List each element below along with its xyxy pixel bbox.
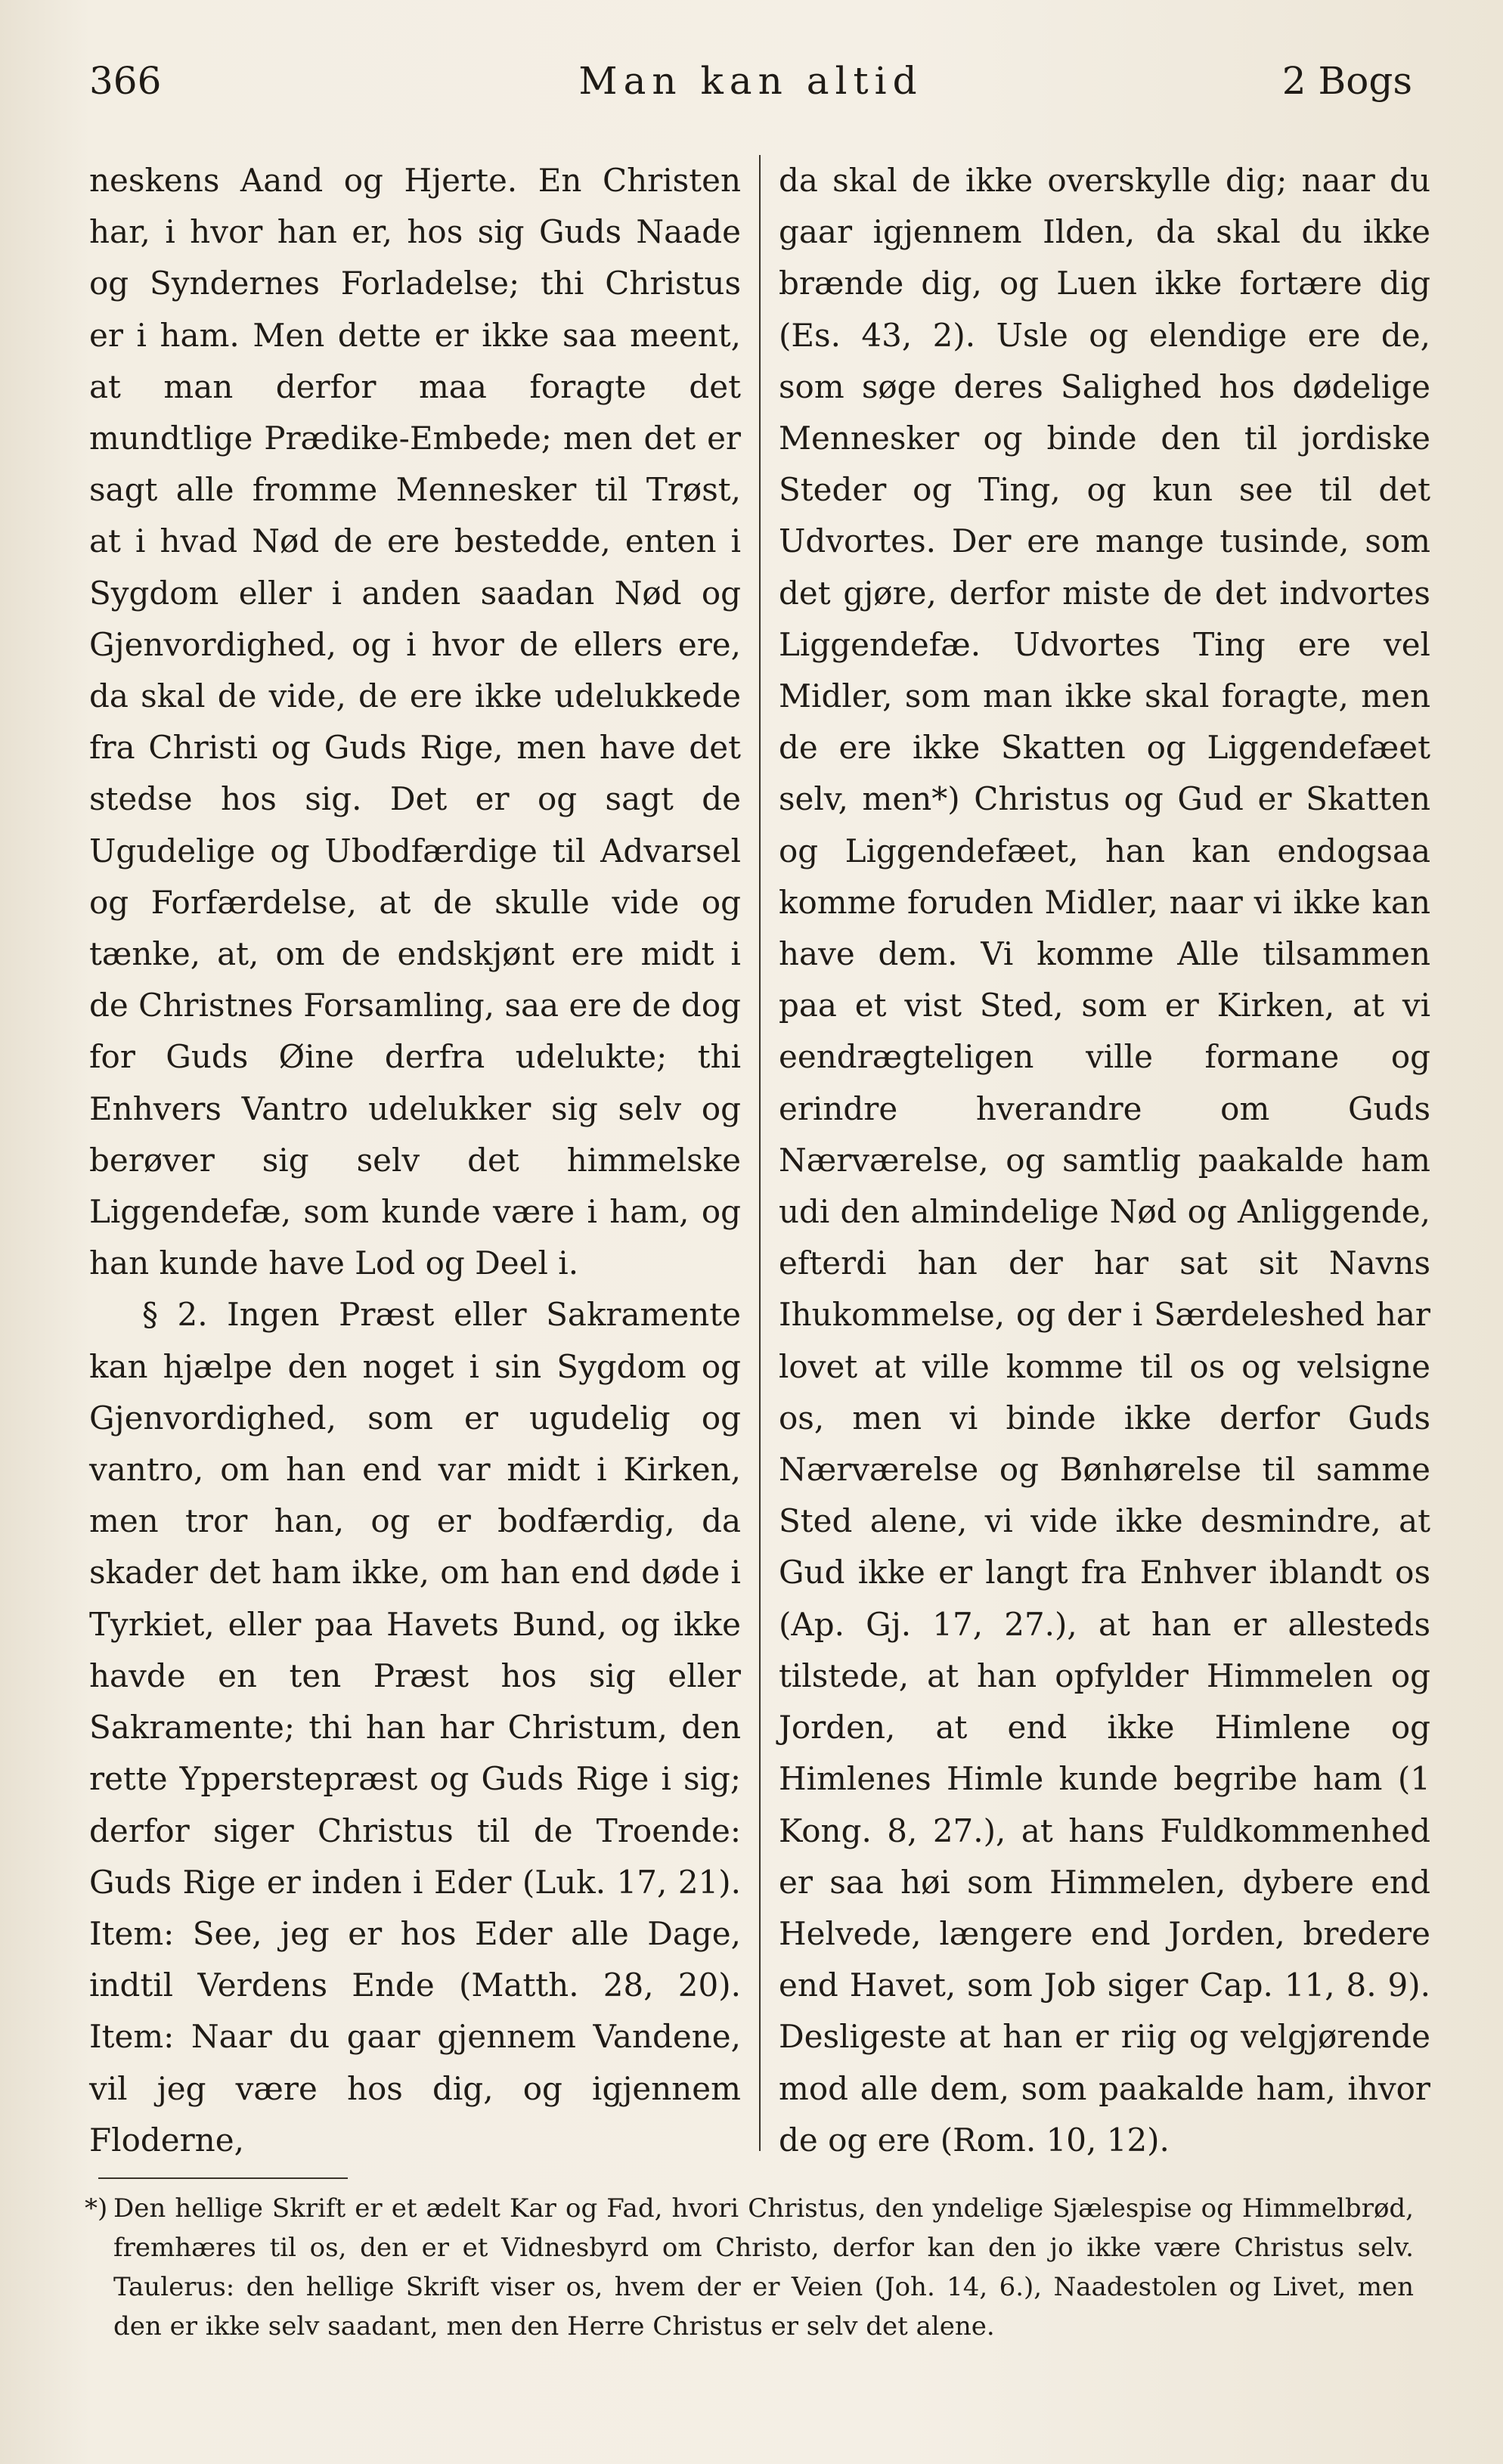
right-paragraph-1: da skal de ikke overskylle dig; naar du gaar igjennem Ilden, da skal du ikke brænde dig, og Luen ikke fortære dig (Es. 43, 2). Usle og elendige ere de, som søge deres Salighed hos dødelige Mennesker og binde den til jordiske Steder og Ting, og kun see til det Udvortes. Der ere mange tusinde, som det gjøre, derfor miste de det indvortes Liggendefæ. Udvortes Ting ere vel Midler, som man ikke skal foragte, men de ere ikke Skatten og Liggendefæet selv, men*) Christus og Gud er Skatten og Liggendefæet, han kan endogsaa komme foruden Midler, naar vi ikke kan have dem. Vi komme Alle tilsammen paa et vist Sted, som er Kirken, at vi eendrægteligen ville formane og erindre hverandre om Guds Nærværelse, og samtlig paakalde ham udi den almindelige Nød og Anliggende, efterdi han der har sat sit Navns Ihukommelse, og der i Særdeleshed har lovet at ville komme til os og velsigne os, men vi binde ikke derfor Guds Nærværelse og Bønhørelse til samme Sted alene, vi vide ikke desmindre, at Gud ikke er langt fra Enhver iblandt os (Ap. Gj. 17, 27.), at han er allesteds tilstede, at han opfylder Himmelen og Jorden, at end ikke Himlene og Himlenes Himle kunde begribe ham (1 Kong. 8, 27.), at hans Fuldkommenhed er saa høi som Himmelen, dybere end Helvede, længere end Jorden, bredere end Havet, som Job siger Cap. 11, 8. 9). Desligeste at han er riig og velgjørende mod alle dem, som paakalde ham, ihvor de og ere (Rom. 10, 12). [779, 162, 1430, 2159]
book-signature: 2 Bogs [1281, 59, 1412, 103]
footnote-rule [98, 2177, 348, 2179]
column-divider [759, 155, 761, 2151]
left-paragraph-2: § 2. Ingen Præst eller Sakramente kan hjælpe den noget i sin Sygdom og Gjenvordighed, som er ugudelig og vantro, om han end var midt i Kirken, men tror han, og er bodfærdig, da skader det ham ikke, om han end døde i Tyrkiet, eller paa Havets Bund, og ikke havde en ten Præst hos sig eller Sakramente; thi han har Christum, den rette Ypperstepræst og Guds Rige i sig; derfor siger Christus til de Troende: Guds Rige er inden i Eder (Luk. 17, 21). Item: See, jeg er hos Eder alle Dage, indtil Verdens Ende (Matth. 28, 20). Item: Naar du gaar gjennem Vandene, vil jeg være hos dig, og igjennem Floderne, [89, 1296, 741, 2159]
running-title: Man kan altid [578, 59, 923, 103]
footnote-mark: *) [85, 2193, 108, 2224]
page-number: 366 [89, 59, 162, 103]
left-column [89, 155, 741, 2166]
right-column [779, 155, 1430, 2166]
footnote-text: Den hellige Skrift er et ædelt Kar og Fad, hvori Christus, den yndelige Sjælespise og Himmelbrød, fremhæres til os, den er et Vidnesbyrd om Christo, derfor kan den jo ikke være Christus selv. Taulerus: den hellige Skrift viser os, hvem der er Veien (Joh. 14, 6.), Naadestolen og Livet, men den er ikke selv saadant, men den Herre Christus er selv det alene. [113, 2193, 1414, 2342]
running-header [89, 47, 1412, 115]
left-paragraph-1: neskens Aand og Hjerte. En Christen har, i hvor han er, hos sig Guds Naade og Syndernes Forladelse; thi Christus er i ham. Men dette er ikke saa meent, at man derfor maa foragte det mundtlige Prædike-Embede; men det er sagt alle fromme Mennesker til Trøst, at i hvad Nød de ere bestedde, enten i Sygdom eller i anden saadan Nød og Gjenvordighed, og i hvor de ellers ere, da skal de vide, de ere ikke udelukkede fra Christi og Guds Rige, men have det stedse hos sig. Det er og sagt de Ugudelige og Ubodfærdige til Advarsel og Forfærdelse, at de skulle vide og tænke, at, om de endskjønt ere midt i de Christnes Forsamling, saa ere de dog for Guds Øine derfra udelukte; thi Enhvers Vantro udelukker sig selv og berøver sig selv det himmelske Liggendefæ, som kunde være i ham, og han kunde have Lod og Deel i. [89, 162, 741, 1282]
footnote [85, 2189, 1414, 2438]
